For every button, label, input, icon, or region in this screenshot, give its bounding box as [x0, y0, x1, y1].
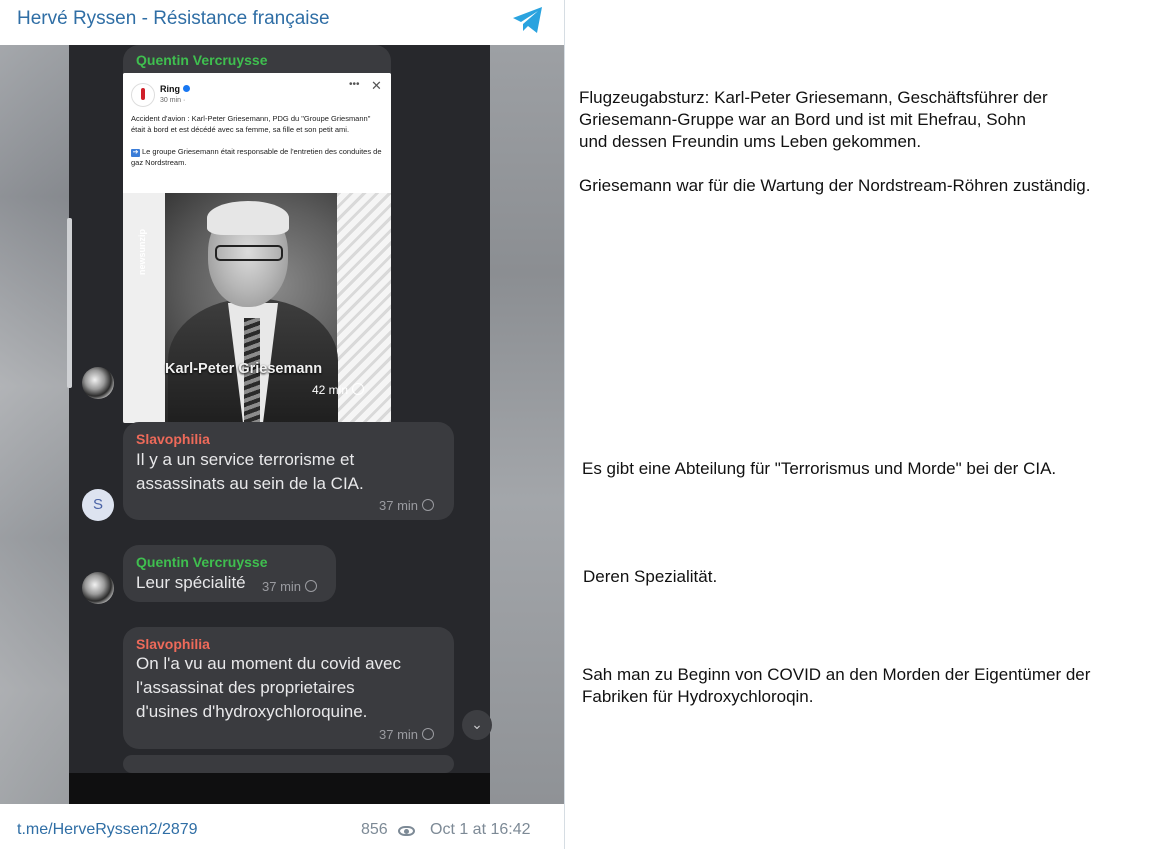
message-time: 37 min: [262, 579, 302, 594]
translation-block: [579, 175, 1090, 197]
photo-watermark: newsunzip: [137, 228, 147, 275]
sender-name: Quentin Vercruysse: [136, 554, 268, 570]
clock-icon: [305, 580, 317, 592]
translation-line: Griesemann-Gruppe war an Bord und ist mit Ehefrau, Sohn: [579, 110, 1026, 129]
message-time: 42 min: [312, 383, 349, 397]
message-text-line: Leur spécialité: [136, 573, 246, 592]
eye-icon: [398, 826, 415, 836]
translation-block: [582, 458, 1056, 480]
message-time: 37 min: [379, 498, 419, 513]
post-link[interactable]: t.me/HerveRyssen2/2879: [17, 821, 198, 838]
chevron-down-icon[interactable]: ⌄: [462, 710, 492, 740]
translation-line: Deren Spezialität.: [583, 567, 718, 586]
fb-post-text-2: Le groupe Griesemann était responsable de l'entretien des conduites de gaz Nordstream.: [131, 147, 382, 167]
verified-icon: [183, 85, 190, 92]
more-icon: •••: [349, 79, 360, 90]
translation-line: Griesemann war für die Wartung der Nordstream-Röhren zuständig.: [579, 176, 1091, 195]
avatar[interactable]: [82, 367, 114, 399]
translation-line: Sah man zu Beginn von COVID an den Morden der Eigentümer der: [582, 665, 1091, 684]
post-media-screenshot[interactable]: [0, 45, 564, 804]
clock-icon: [352, 383, 364, 395]
fb-post-text-1: Accident d'avion : Karl-Peter Griesemann, PDG du "Groupe Griesmann" était à bord et est décédé avec sa femme, sa fille et son petit ami.: [131, 114, 371, 134]
channel-title[interactable]: Hervé Ryssen - Résistance française: [17, 8, 330, 29]
arrow-right-icon: ➔: [132, 149, 139, 156]
message-text-line: On l'a vu au moment du covid avec: [136, 654, 401, 673]
message-bubble: [123, 422, 454, 520]
message-time: 37 min: [379, 727, 419, 742]
close-icon: ✕: [371, 78, 382, 93]
fb-page-name: Ring: [160, 84, 180, 94]
telegram-icon[interactable]: [511, 5, 545, 35]
message-text-line: d'usines d'hydroxychloroquine.: [136, 702, 368, 721]
message-bubble-partial: [123, 755, 454, 773]
fb-post-meta: 30 min ·: [160, 97, 186, 104]
translation-line: Flugzeugabsturz: Karl-Peter Griesemann, Geschäftsführer der: [579, 88, 1048, 107]
translation-block: [579, 87, 1048, 153]
message-text-line: assassinats au sein de la CIA.: [136, 474, 364, 493]
clock-icon: [422, 728, 434, 740]
avatar[interactable]: S: [82, 489, 114, 521]
portrait-photo: [123, 193, 391, 423]
message-bubble: [123, 627, 454, 749]
post-footer: [0, 804, 564, 849]
sender-name: Slavophilia: [136, 431, 210, 447]
message-text-line: Il y a un service terrorisme et: [136, 450, 355, 469]
message-bubble: [123, 545, 336, 602]
translation-line: und dessen Freundin ums Leben gekommen.: [579, 132, 922, 151]
sender-name: Slavophilia: [136, 636, 210, 652]
translation-block: [582, 664, 1090, 708]
post-header: [0, 0, 564, 45]
translation-line: Fabriken für Hydroxychloroqin.: [582, 687, 814, 706]
translation-line: Es gibt eine Abteilung für "Terrorismus und Morde" bei der CIA.: [582, 459, 1057, 478]
translation-block: [583, 566, 717, 588]
photo-caption: Karl-Peter Griesemann: [165, 361, 323, 377]
sender-name: Quentin Vercruysse: [136, 52, 268, 68]
avatar[interactable]: [82, 572, 114, 604]
message-text-line: l'assassinat des proprietaires: [136, 678, 355, 697]
facebook-post-screenshot: [123, 73, 391, 423]
view-count: 856: [361, 821, 388, 838]
telegram-post: [0, 0, 565, 849]
post-date: Oct 1 at 16:42: [430, 821, 531, 838]
clock-icon: [422, 499, 434, 511]
ring-logo-icon: [131, 83, 155, 107]
